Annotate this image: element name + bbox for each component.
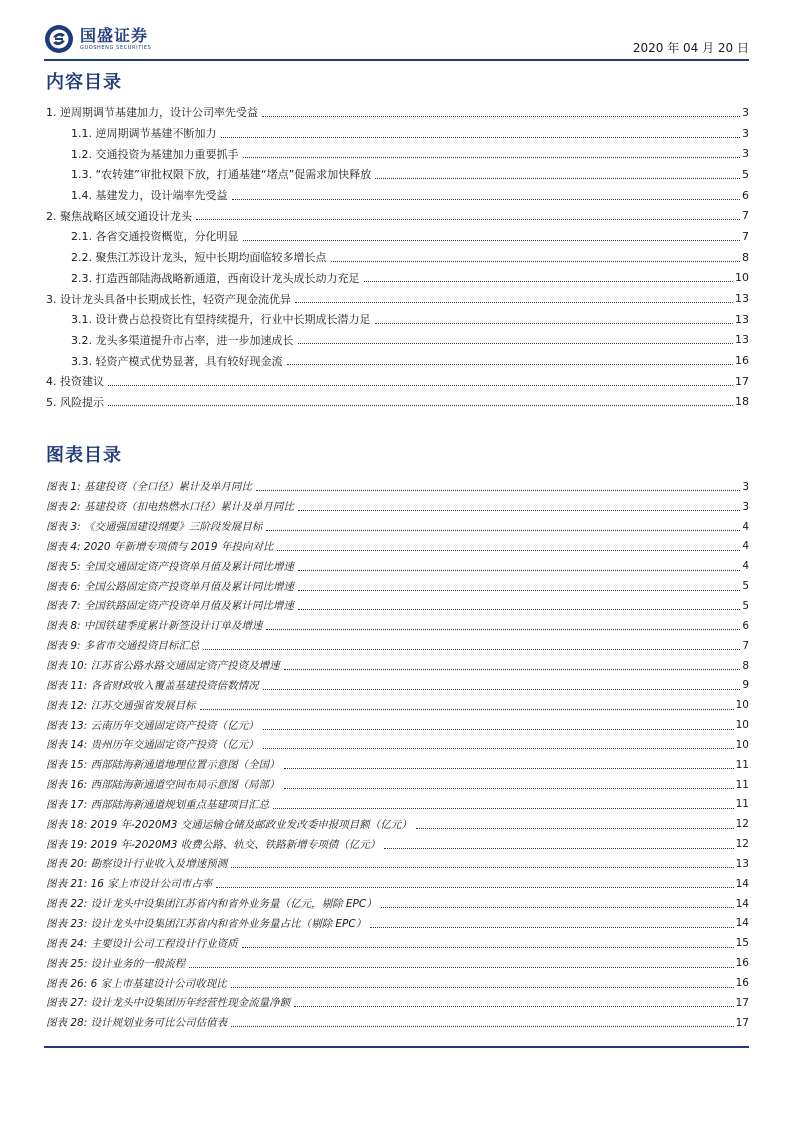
page-number: 16 [735, 977, 749, 990]
page-number: 13 [735, 857, 749, 870]
dot-leader [298, 510, 740, 511]
dot-leader [200, 709, 734, 710]
page-number: 3 [742, 126, 749, 140]
figure-entry[interactable] [46, 834, 749, 854]
page-number: 13 [735, 312, 749, 326]
figure-entry[interactable] [46, 537, 749, 557]
toc-entry-label: 3.1. 设计费占总投资比有望持续提升，行业中长期成长潜力足 [71, 313, 371, 327]
dot-leader [364, 281, 734, 282]
page-number: 12 [735, 838, 749, 851]
figure-entry[interactable] [46, 636, 749, 656]
figure-entry[interactable] [46, 775, 749, 795]
page-number: 4 [742, 520, 749, 533]
dot-leader [287, 364, 734, 365]
figure-entry[interactable] [46, 973, 749, 993]
page-number: 11 [735, 798, 749, 811]
page-number: 11 [735, 758, 749, 771]
dot-leader [298, 590, 740, 591]
dot-leader [203, 649, 740, 650]
figure-entry-label: 图表 10: 江苏省公路水路交通固定资产投资及增速 [46, 660, 280, 673]
page-number: 11 [735, 778, 749, 791]
page-number: 7 [742, 209, 749, 223]
figure-entry[interactable] [46, 497, 749, 517]
page-number: 6 [742, 188, 749, 202]
figure-entry-label: 图表 2: 基建投资（扣电热燃水口径）累计及单月同比 [46, 501, 294, 514]
toc-entry-label: 5. 风险提示 [46, 395, 104, 409]
toc-entry[interactable] [46, 392, 749, 413]
page-number: 10 [735, 699, 749, 712]
toc-entry-label: 3.3. 轻资产模式优势显著，具有较好现金流 [71, 354, 283, 368]
page-number: 10 [735, 738, 749, 751]
figure-entry-label: 图表 14: 贵州历年交通固定资产投资（亿元） [46, 739, 259, 752]
dot-leader [266, 629, 740, 630]
toc-entry[interactable] [46, 143, 749, 164]
toc-entry[interactable] [46, 123, 749, 144]
figure-entry-label: 图表 20: 勘察设计行业收入及增速预测 [46, 858, 228, 871]
figure-entry-label: 图表 21: 16 家上市设计公司市占率 [46, 878, 213, 891]
dot-leader [256, 490, 740, 491]
page-number: 13 [735, 333, 749, 347]
page-number: 3 [742, 105, 749, 119]
dot-leader [284, 768, 734, 769]
dot-leader [284, 788, 734, 789]
toc-entry-label: 1.1. 逆周期调节基建不断加力 [71, 127, 217, 141]
figure-entry[interactable] [46, 596, 749, 616]
toc-entry-label: 1.2. 交通投资为基建加力重要抓手 [71, 147, 239, 161]
figure-entry[interactable] [46, 695, 749, 715]
page-number: 14 [735, 897, 749, 910]
report-date: 2020 年 04 月 20 日 [632, 41, 749, 55]
dot-leader [108, 405, 733, 406]
dot-leader [298, 609, 740, 610]
toc-entry[interactable] [46, 247, 749, 268]
figure-entry-label: 图表 13: 云南历年交通固定资产投资（亿元） [46, 719, 259, 732]
dot-leader [189, 967, 734, 968]
figure-entry-label: 图表 17: 西部陆海新通道规划重点基建项目汇总 [46, 798, 270, 811]
page-number: 10 [735, 271, 749, 285]
page-number: 14 [735, 877, 749, 890]
toc-entry[interactable] [46, 330, 749, 351]
dot-leader [370, 927, 733, 928]
figure-entry-label: 图表 19: 2019 年-2020M3 收费公路、轨交、铁路新增专项债（亿元） [46, 838, 381, 851]
toc-entry[interactable] [46, 205, 749, 226]
figure-entry[interactable] [46, 755, 749, 775]
dot-leader [262, 116, 740, 117]
figure-entry-label: 图表 1: 基建投资（全口径）累计及单月同比 [46, 481, 252, 494]
page-number: 14 [735, 917, 749, 930]
header-divider [44, 59, 749, 61]
figure-entry[interactable] [46, 477, 749, 497]
page-number: 6 [742, 619, 749, 632]
page-number: 7 [742, 229, 749, 243]
dot-leader [231, 867, 734, 868]
toc-entry[interactable] [46, 226, 749, 247]
figure-entry[interactable] [46, 656, 749, 676]
figure-entry[interactable] [46, 616, 749, 636]
page-number: 4 [742, 540, 749, 553]
toc-entry[interactable] [46, 164, 749, 185]
page-number: 3 [742, 147, 749, 161]
page-number: 5 [742, 167, 749, 181]
company-logo [44, 24, 151, 54]
page-number: 17 [735, 374, 749, 388]
figure-entry-label: 图表 5: 全国交通固定资产投资单月值及累计同比增速 [46, 560, 294, 573]
dot-leader [277, 550, 740, 551]
page-number: 4 [742, 560, 749, 573]
page-number: 17 [735, 1016, 749, 1029]
dot-leader [243, 157, 741, 158]
page-number: 18 [735, 395, 749, 409]
logo-mark-icon [44, 24, 74, 54]
dot-leader [384, 848, 733, 849]
dot-leader [243, 240, 741, 241]
figures-title: 图表目录 [46, 445, 122, 466]
dot-leader [242, 947, 734, 948]
figure-entry-label: 图表 9: 多省市交通投资目标汇总 [46, 640, 200, 653]
figure-entry-label: 图表 11: 各省财政收入覆盖基建投资倍数情况 [46, 679, 259, 692]
figure-entry[interactable] [46, 1013, 749, 1033]
toc-entry-label: 2. 聚焦战略区域交通设计龙头 [46, 209, 192, 223]
figure-entry-label: 图表 15: 西部陆海新通道地理位置示意图（全国） [46, 759, 280, 772]
page-number: 5 [742, 580, 749, 593]
figure-entry[interactable] [46, 715, 749, 735]
figure-entry-label: 图表 24: 主要设计公司工程设计行业资质 [46, 937, 238, 950]
toc-entry[interactable] [46, 371, 749, 392]
dot-leader [331, 261, 741, 262]
dot-leader [273, 808, 734, 809]
toc-entry[interactable] [46, 268, 749, 289]
page-number: 13 [735, 292, 749, 306]
page-number: 3 [742, 500, 749, 513]
figure-entry[interactable] [46, 675, 749, 695]
figures-list [46, 477, 749, 1033]
figure-entry-label: 图表 3: 《交通强国建设纲要》三阶段发展目标 [46, 521, 263, 534]
toc-entry-label: 4. 投资建议 [46, 375, 104, 389]
figure-entry-label: 图表 16: 西部陆海新通道空间布局示意图（局部） [46, 779, 280, 792]
contents-list [46, 102, 749, 412]
dot-leader [266, 530, 740, 531]
toc-entry-label: 2.3. 打造西部陆海战略新通道，西南设计龙头成长动力充足 [71, 271, 360, 285]
figure-entry[interactable] [46, 894, 749, 914]
dot-leader [221, 137, 741, 138]
figure-entry[interactable] [46, 953, 749, 973]
page-number: 9 [742, 679, 749, 692]
dot-leader [108, 385, 733, 386]
figure-entry[interactable] [46, 933, 749, 953]
dot-leader [231, 987, 734, 988]
page-number: 8 [742, 659, 749, 672]
figure-entry-label: 图表 6: 全国公路固定资产投资单月值及累计同比增速 [46, 580, 294, 593]
figure-entry-label: 图表 22: 设计龙头中设集团江苏省内和省外业务量（亿元，剔除 EPC） [46, 898, 377, 911]
logo-name-en: GUOSHENG SECURITIES [80, 44, 152, 51]
figure-entry[interactable] [46, 914, 749, 934]
figure-entry-label: 图表 25: 设计业务的一般流程 [46, 957, 186, 970]
dot-leader [263, 748, 734, 749]
footer-divider [44, 1046, 749, 1048]
page-number: 16 [735, 354, 749, 368]
dot-leader [284, 669, 741, 670]
toc-entry[interactable] [46, 185, 749, 206]
dot-leader [298, 570, 740, 571]
dot-leader [381, 907, 734, 908]
dot-leader [294, 1006, 734, 1007]
dot-leader [295, 302, 733, 303]
figure-entry-label: 图表 28: 设计规划业务可比公司估值表 [46, 1017, 228, 1030]
dot-leader [263, 689, 741, 690]
figure-entry[interactable] [46, 874, 749, 894]
toc-entry-label: 1.4. 基建发力，设计端率先受益 [71, 189, 228, 203]
toc-entry-label: 2.2. 聚焦江苏设计龙头，短中长期均面临较多增长点 [71, 251, 327, 265]
figure-entry-label: 图表 8: 中国铁建季度累计新签设计订单及增速 [46, 620, 263, 633]
figure-entry[interactable] [46, 993, 749, 1013]
dot-leader [232, 199, 741, 200]
figure-entry-label: 图表 26: 6 家上市基建设计公司收现比 [46, 977, 227, 990]
dot-leader [375, 323, 734, 324]
page-number: 3 [742, 480, 749, 493]
page-number: 17 [735, 996, 749, 1009]
toc-entry-label: 3.2. 龙头多渠道提升市占率，进一步加速成长 [71, 333, 294, 347]
logo-name-cn: 国盛证券 [80, 25, 149, 45]
contents-title: 内容目录 [46, 72, 122, 93]
figure-entry-label: 图表 23: 设计龙头中设集团江苏省内和省外业务量占比（剔除 EPC） [46, 917, 367, 930]
figure-entry[interactable] [46, 735, 749, 755]
figure-entry-label: 图表 7: 全国铁路固定资产投资单月值及累计同比增速 [46, 600, 294, 613]
dot-leader [298, 343, 734, 344]
figure-entry-label: 图表 27: 设计龙头中设集团历年经营性现金流量净额 [46, 997, 291, 1010]
figure-entry[interactable] [46, 854, 749, 874]
toc-entry[interactable] [46, 288, 749, 309]
dot-leader [196, 219, 740, 220]
page-number: 15 [735, 937, 749, 950]
page-number: 5 [742, 599, 749, 612]
page-number: 12 [735, 818, 749, 831]
page-number: 16 [735, 957, 749, 970]
dot-leader [263, 729, 734, 730]
toc-entry[interactable] [46, 309, 749, 330]
figure-entry[interactable] [46, 795, 749, 815]
figure-entry[interactable] [46, 576, 749, 596]
toc-entry[interactable] [46, 102, 749, 123]
page-header [44, 22, 749, 62]
toc-entry-label: 1.3. “农转建”审批权限下放，打通基建“堵点”促需求加快释放 [71, 168, 372, 182]
page-number: 8 [742, 250, 749, 264]
toc-entry[interactable] [46, 350, 749, 371]
figure-entry-label: 图表 4: 2020 年新增专项债与 2019 年投向对比 [46, 540, 274, 553]
page-number: 7 [742, 639, 749, 652]
figure-entry[interactable] [46, 556, 749, 576]
page-number: 10 [735, 719, 749, 732]
figure-entry-label: 图表 18: 2019 年-2020M3 交通运输仓储及邮政业发改委申报项目额（亿元） [46, 818, 412, 831]
toc-entry-label: 1. 逆周期调节基建加力，设计公司率先受益 [46, 106, 258, 120]
figure-entry[interactable] [46, 517, 749, 537]
dot-leader [231, 1026, 734, 1027]
dot-leader [416, 828, 734, 829]
toc-entry-label: 3. 设计龙头具备中长期成长性，轻资产现金流优异 [46, 292, 291, 306]
dot-leader [216, 887, 733, 888]
dot-leader [375, 178, 740, 179]
figure-entry[interactable] [46, 814, 749, 834]
toc-entry-label: 2.1. 各省交通投资概览，分化明显 [71, 230, 239, 244]
figure-entry-label: 图表 12: 江苏交通强省发展目标 [46, 699, 196, 712]
